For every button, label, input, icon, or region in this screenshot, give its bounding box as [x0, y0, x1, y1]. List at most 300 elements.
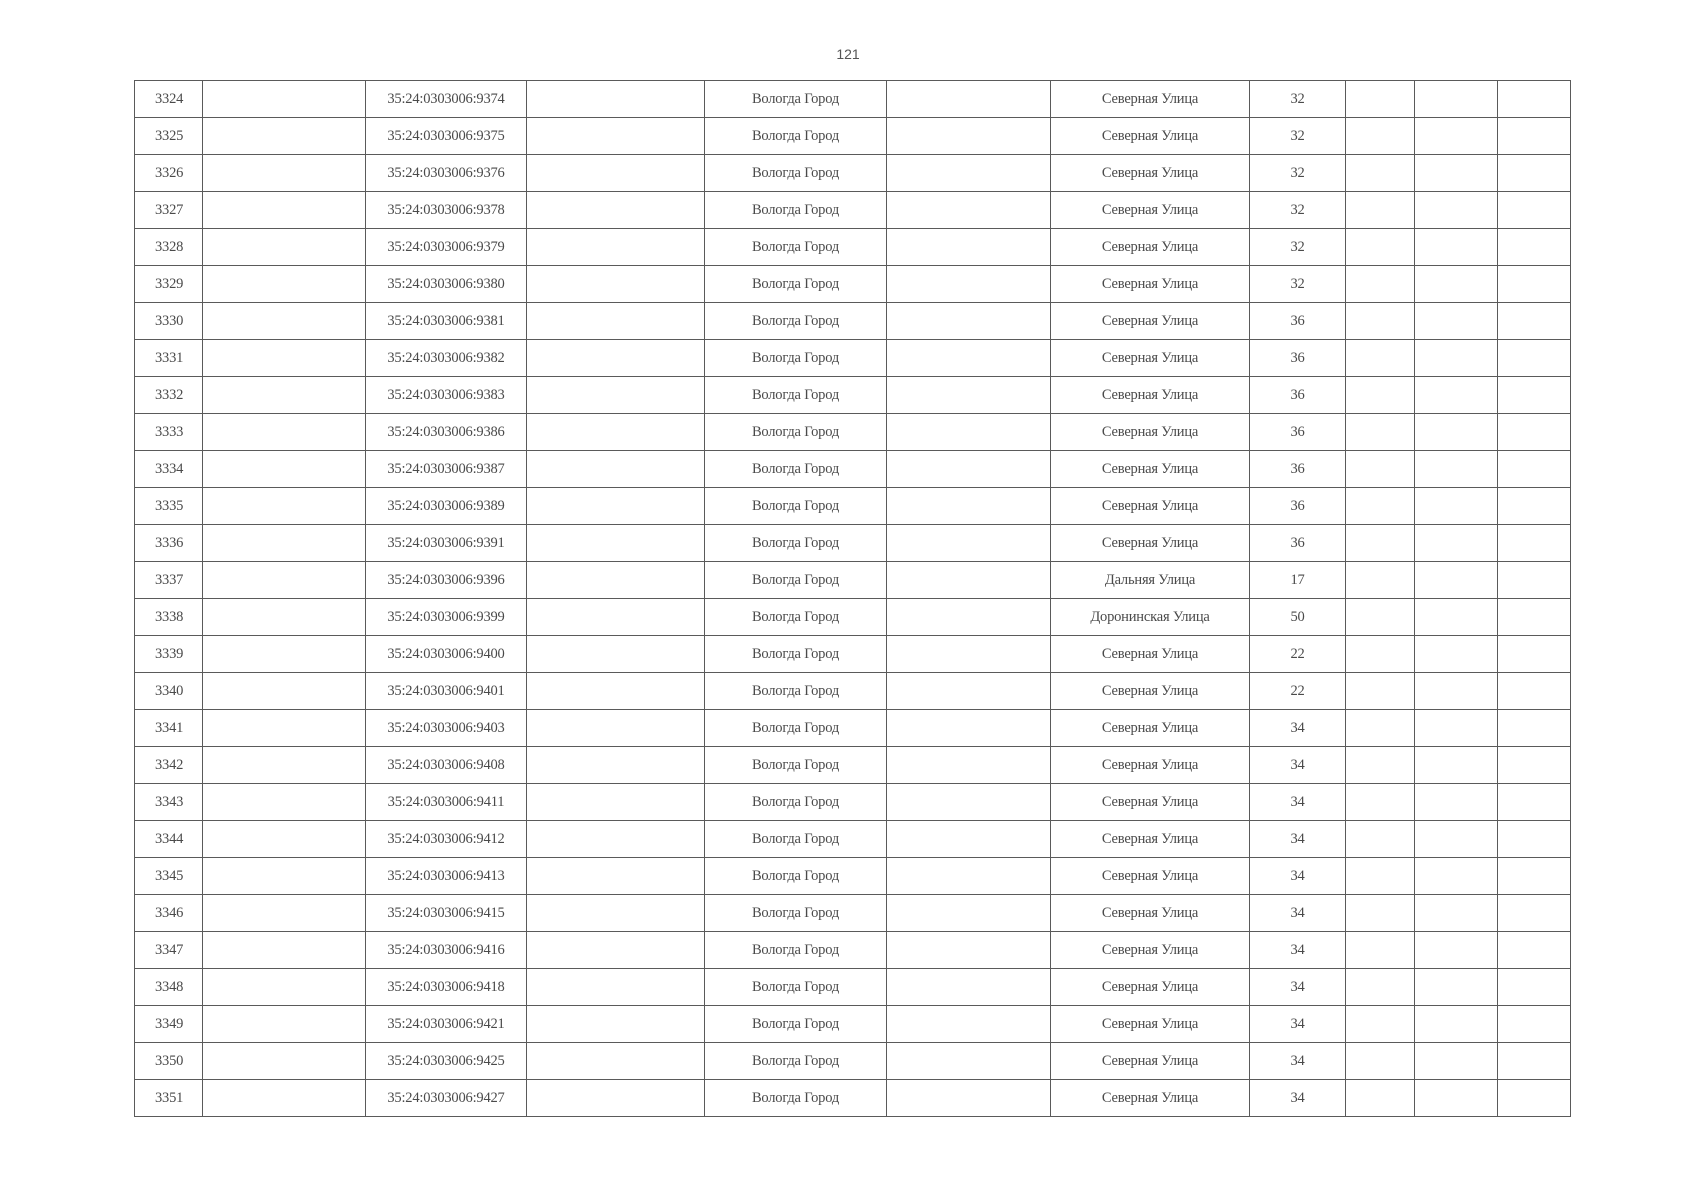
- cell-empty-col-9: [1346, 858, 1415, 895]
- cell-house-number: 34: [1250, 821, 1346, 858]
- table-row: [135, 377, 1571, 414]
- cell-row-number: 3327: [135, 192, 203, 229]
- table-row: [135, 229, 1571, 266]
- cell-empty-col-4: [527, 562, 705, 599]
- cell-row-number: 3332: [135, 377, 203, 414]
- cell-cadastral-number: 35:24:0303006:9400: [366, 636, 527, 673]
- cell-empty-col-10: [1415, 969, 1498, 1006]
- cell-cadastral-number: 35:24:0303006:9389: [366, 488, 527, 525]
- cell-city: Вологда Город: [705, 525, 887, 562]
- cell-cadastral-number: 35:24:0303006:9383: [366, 377, 527, 414]
- cell-house-number: 32: [1250, 155, 1346, 192]
- cell-street: Доронинская Улица: [1051, 599, 1250, 636]
- cell-empty-col-9: [1346, 340, 1415, 377]
- cell-empty-col-4: [527, 673, 705, 710]
- cell-street: Северная Улица: [1051, 821, 1250, 858]
- cell-empty-col-9: [1346, 451, 1415, 488]
- cell-cadastral-number: 35:24:0303006:9421: [366, 1006, 527, 1043]
- table-row: [135, 858, 1571, 895]
- cell-city: Вологда Город: [705, 451, 887, 488]
- cell-empty-col-11: [1498, 192, 1571, 229]
- cell-empty-col-4: [527, 895, 705, 932]
- cell-street: Северная Улица: [1051, 229, 1250, 266]
- table-body: [135, 81, 1571, 1117]
- cell-empty-col-9: [1346, 747, 1415, 784]
- cell-cadastral-number: 35:24:0303006:9382: [366, 340, 527, 377]
- cell-row-number: 3350: [135, 1043, 203, 1080]
- cell-empty-col-9: [1346, 488, 1415, 525]
- cell-street: Северная Улица: [1051, 673, 1250, 710]
- cell-empty-col-9: [1346, 414, 1415, 451]
- cell-empty-col-2: [203, 155, 366, 192]
- cell-cadastral-number: 35:24:0303006:9413: [366, 858, 527, 895]
- cell-empty-col-6: [887, 673, 1051, 710]
- cell-city: Вологда Город: [705, 377, 887, 414]
- cell-empty-col-11: [1498, 229, 1571, 266]
- cell-street: Северная Улица: [1051, 340, 1250, 377]
- cell-row-number: 3337: [135, 562, 203, 599]
- cell-empty-col-6: [887, 858, 1051, 895]
- cell-cadastral-number: 35:24:0303006:9386: [366, 414, 527, 451]
- cell-house-number: 36: [1250, 414, 1346, 451]
- cell-empty-col-4: [527, 1043, 705, 1080]
- cell-city: Вологда Город: [705, 858, 887, 895]
- cell-row-number: 3324: [135, 81, 203, 118]
- cell-city: Вологда Город: [705, 821, 887, 858]
- cell-empty-col-2: [203, 1043, 366, 1080]
- cell-empty-col-6: [887, 1006, 1051, 1043]
- cell-city: Вологда Город: [705, 229, 887, 266]
- cell-house-number: 36: [1250, 451, 1346, 488]
- cell-cadastral-number: 35:24:0303006:9425: [366, 1043, 527, 1080]
- cell-house-number: 34: [1250, 1080, 1346, 1117]
- table-row: [135, 266, 1571, 303]
- cell-row-number: 3351: [135, 1080, 203, 1117]
- cell-house-number: 34: [1250, 1043, 1346, 1080]
- cell-empty-col-9: [1346, 81, 1415, 118]
- cell-street: Северная Улица: [1051, 636, 1250, 673]
- cell-empty-col-6: [887, 414, 1051, 451]
- table-row: [135, 118, 1571, 155]
- cell-empty-col-2: [203, 562, 366, 599]
- cell-empty-col-10: [1415, 155, 1498, 192]
- cell-city: Вологда Город: [705, 599, 887, 636]
- cell-row-number: 3325: [135, 118, 203, 155]
- cell-empty-col-9: [1346, 1080, 1415, 1117]
- table-row: [135, 1006, 1571, 1043]
- cell-city: Вологда Город: [705, 1080, 887, 1117]
- cell-row-number: 3328: [135, 229, 203, 266]
- cell-house-number: 22: [1250, 673, 1346, 710]
- cell-empty-col-4: [527, 340, 705, 377]
- registry-table: [134, 80, 1571, 1117]
- cell-city: Вологда Город: [705, 562, 887, 599]
- table-row: [135, 895, 1571, 932]
- cell-empty-col-9: [1346, 155, 1415, 192]
- cell-empty-col-6: [887, 932, 1051, 969]
- cell-house-number: 32: [1250, 192, 1346, 229]
- cell-city: Вологда Город: [705, 1006, 887, 1043]
- table-row: [135, 451, 1571, 488]
- cell-empty-col-10: [1415, 414, 1498, 451]
- cell-house-number: 34: [1250, 710, 1346, 747]
- cell-cadastral-number: 35:24:0303006:9408: [366, 747, 527, 784]
- cell-street: Дальняя Улица: [1051, 562, 1250, 599]
- cell-empty-col-4: [527, 303, 705, 340]
- cell-street: Северная Улица: [1051, 192, 1250, 229]
- cell-empty-col-10: [1415, 636, 1498, 673]
- cell-empty-col-10: [1415, 1080, 1498, 1117]
- cell-city: Вологда Город: [705, 303, 887, 340]
- table-row: [135, 784, 1571, 821]
- cell-empty-col-11: [1498, 784, 1571, 821]
- cell-street: Северная Улица: [1051, 525, 1250, 562]
- table-row: [135, 747, 1571, 784]
- cell-empty-col-9: [1346, 969, 1415, 1006]
- cell-empty-col-11: [1498, 932, 1571, 969]
- cell-cadastral-number: 35:24:0303006:9411: [366, 784, 527, 821]
- cell-empty-col-6: [887, 969, 1051, 1006]
- cell-empty-col-10: [1415, 340, 1498, 377]
- cell-house-number: 22: [1250, 636, 1346, 673]
- cell-empty-col-4: [527, 932, 705, 969]
- table-row: [135, 562, 1571, 599]
- cell-empty-col-6: [887, 599, 1051, 636]
- cell-empty-col-6: [887, 451, 1051, 488]
- cell-house-number: 36: [1250, 377, 1346, 414]
- cell-house-number: 17: [1250, 562, 1346, 599]
- cell-street: Северная Улица: [1051, 1006, 1250, 1043]
- cell-street: Северная Улица: [1051, 266, 1250, 303]
- cell-empty-col-2: [203, 673, 366, 710]
- cell-row-number: 3345: [135, 858, 203, 895]
- cell-city: Вологда Город: [705, 414, 887, 451]
- cell-street: Северная Улица: [1051, 118, 1250, 155]
- cell-empty-col-11: [1498, 1043, 1571, 1080]
- cell-empty-col-4: [527, 821, 705, 858]
- cell-empty-col-11: [1498, 1080, 1571, 1117]
- cell-empty-col-4: [527, 636, 705, 673]
- cell-empty-col-2: [203, 118, 366, 155]
- cell-empty-col-6: [887, 1080, 1051, 1117]
- cell-street: Северная Улица: [1051, 747, 1250, 784]
- cell-empty-col-10: [1415, 192, 1498, 229]
- cell-cadastral-number: 35:24:0303006:9375: [366, 118, 527, 155]
- cell-empty-col-4: [527, 784, 705, 821]
- cell-empty-col-11: [1498, 562, 1571, 599]
- cell-house-number: 36: [1250, 303, 1346, 340]
- cell-cadastral-number: 35:24:0303006:9399: [366, 599, 527, 636]
- cell-empty-col-9: [1346, 784, 1415, 821]
- cell-empty-col-4: [527, 118, 705, 155]
- cell-empty-col-10: [1415, 451, 1498, 488]
- table-row: [135, 81, 1571, 118]
- cell-cadastral-number: 35:24:0303006:9418: [366, 969, 527, 1006]
- cell-empty-col-4: [527, 155, 705, 192]
- cell-empty-col-9: [1346, 525, 1415, 562]
- table-row: [135, 414, 1571, 451]
- cell-house-number: 34: [1250, 932, 1346, 969]
- table-row: [135, 340, 1571, 377]
- cell-cadastral-number: 35:24:0303006:9378: [366, 192, 527, 229]
- cell-house-number: 34: [1250, 747, 1346, 784]
- cell-empty-col-9: [1346, 118, 1415, 155]
- cell-empty-col-10: [1415, 895, 1498, 932]
- cell-empty-col-6: [887, 81, 1051, 118]
- cell-empty-col-9: [1346, 192, 1415, 229]
- cell-empty-col-2: [203, 1080, 366, 1117]
- cell-empty-col-4: [527, 377, 705, 414]
- cell-cadastral-number: 35:24:0303006:9374: [366, 81, 527, 118]
- cell-street: Северная Улица: [1051, 451, 1250, 488]
- cell-empty-col-11: [1498, 636, 1571, 673]
- cell-empty-col-6: [887, 784, 1051, 821]
- cell-empty-col-4: [527, 414, 705, 451]
- cell-street: Северная Улица: [1051, 932, 1250, 969]
- cell-empty-col-6: [887, 229, 1051, 266]
- cell-empty-col-11: [1498, 118, 1571, 155]
- cell-city: Вологда Город: [705, 340, 887, 377]
- cell-city: Вологда Город: [705, 192, 887, 229]
- cell-cadastral-number: 35:24:0303006:9376: [366, 155, 527, 192]
- cell-empty-col-6: [887, 747, 1051, 784]
- cell-empty-col-11: [1498, 747, 1571, 784]
- cell-house-number: 36: [1250, 340, 1346, 377]
- cell-empty-col-11: [1498, 414, 1571, 451]
- cell-empty-col-10: [1415, 266, 1498, 303]
- cell-cadastral-number: 35:24:0303006:9380: [366, 266, 527, 303]
- cell-house-number: 32: [1250, 266, 1346, 303]
- cell-empty-col-2: [203, 858, 366, 895]
- cell-house-number: 50: [1250, 599, 1346, 636]
- cell-empty-col-2: [203, 303, 366, 340]
- cell-cadastral-number: 35:24:0303006:9403: [366, 710, 527, 747]
- cell-cadastral-number: 35:24:0303006:9379: [366, 229, 527, 266]
- cell-empty-col-6: [887, 155, 1051, 192]
- cell-cadastral-number: 35:24:0303006:9416: [366, 932, 527, 969]
- cell-empty-col-10: [1415, 229, 1498, 266]
- cell-street: Северная Улица: [1051, 969, 1250, 1006]
- cell-city: Вологда Город: [705, 636, 887, 673]
- cell-empty-col-11: [1498, 377, 1571, 414]
- cell-empty-col-6: [887, 710, 1051, 747]
- cell-empty-col-11: [1498, 340, 1571, 377]
- cell-empty-col-2: [203, 81, 366, 118]
- cell-empty-col-11: [1498, 710, 1571, 747]
- cell-cadastral-number: 35:24:0303006:9387: [366, 451, 527, 488]
- cell-empty-col-9: [1346, 562, 1415, 599]
- cell-city: Вологда Город: [705, 784, 887, 821]
- cell-empty-col-2: [203, 340, 366, 377]
- table-row: [135, 599, 1571, 636]
- cell-street: Северная Улица: [1051, 784, 1250, 821]
- cell-empty-col-6: [887, 377, 1051, 414]
- table-row: [135, 673, 1571, 710]
- cell-empty-col-10: [1415, 784, 1498, 821]
- cell-street: Северная Улица: [1051, 81, 1250, 118]
- cell-row-number: 3343: [135, 784, 203, 821]
- cell-empty-col-4: [527, 192, 705, 229]
- cell-empty-col-11: [1498, 155, 1571, 192]
- cell-empty-col-4: [527, 525, 705, 562]
- cell-empty-col-6: [887, 192, 1051, 229]
- cell-city: Вологда Город: [705, 969, 887, 1006]
- cell-empty-col-11: [1498, 858, 1571, 895]
- cell-row-number: 3347: [135, 932, 203, 969]
- cell-empty-col-2: [203, 821, 366, 858]
- cell-empty-col-6: [887, 303, 1051, 340]
- cell-row-number: 3341: [135, 710, 203, 747]
- table-row: [135, 192, 1571, 229]
- cell-empty-col-4: [527, 1006, 705, 1043]
- table-row: [135, 155, 1571, 192]
- cell-empty-col-4: [527, 451, 705, 488]
- cell-empty-col-10: [1415, 932, 1498, 969]
- cell-empty-col-9: [1346, 303, 1415, 340]
- cell-empty-col-10: [1415, 858, 1498, 895]
- cell-street: Северная Улица: [1051, 377, 1250, 414]
- cell-empty-col-6: [887, 1043, 1051, 1080]
- cell-empty-col-2: [203, 932, 366, 969]
- cell-empty-col-10: [1415, 81, 1498, 118]
- cell-street: Северная Улица: [1051, 895, 1250, 932]
- cell-empty-col-6: [887, 488, 1051, 525]
- cell-empty-col-2: [203, 710, 366, 747]
- cell-empty-col-10: [1415, 821, 1498, 858]
- cell-empty-col-4: [527, 1080, 705, 1117]
- cell-empty-col-9: [1346, 932, 1415, 969]
- cell-row-number: 3330: [135, 303, 203, 340]
- cell-empty-col-11: [1498, 895, 1571, 932]
- cell-house-number: 36: [1250, 525, 1346, 562]
- cell-empty-col-9: [1346, 229, 1415, 266]
- table-row: [135, 488, 1571, 525]
- cell-row-number: 3333: [135, 414, 203, 451]
- cell-empty-col-9: [1346, 377, 1415, 414]
- table-row: [135, 821, 1571, 858]
- cell-empty-col-4: [527, 229, 705, 266]
- cell-house-number: 36: [1250, 488, 1346, 525]
- cell-empty-col-10: [1415, 1043, 1498, 1080]
- cell-street: Северная Улица: [1051, 858, 1250, 895]
- cell-empty-col-6: [887, 821, 1051, 858]
- cell-empty-col-2: [203, 895, 366, 932]
- cell-street: Северная Улица: [1051, 155, 1250, 192]
- cell-empty-col-10: [1415, 525, 1498, 562]
- cell-empty-col-11: [1498, 1006, 1571, 1043]
- cell-empty-col-6: [887, 266, 1051, 303]
- cell-city: Вологда Город: [705, 266, 887, 303]
- cell-street: Северная Улица: [1051, 1043, 1250, 1080]
- cell-empty-col-10: [1415, 673, 1498, 710]
- cell-house-number: 34: [1250, 858, 1346, 895]
- cell-cadastral-number: 35:24:0303006:9412: [366, 821, 527, 858]
- cell-row-number: 3349: [135, 1006, 203, 1043]
- cell-empty-col-2: [203, 266, 366, 303]
- cell-empty-col-9: [1346, 710, 1415, 747]
- cell-city: Вологда Город: [705, 118, 887, 155]
- cell-city: Вологда Город: [705, 155, 887, 192]
- cell-empty-col-10: [1415, 118, 1498, 155]
- cell-empty-col-9: [1346, 673, 1415, 710]
- cell-city: Вологда Город: [705, 747, 887, 784]
- cell-cadastral-number: 35:24:0303006:9396: [366, 562, 527, 599]
- cell-row-number: 3331: [135, 340, 203, 377]
- cell-house-number: 32: [1250, 229, 1346, 266]
- cell-cadastral-number: 35:24:0303006:9391: [366, 525, 527, 562]
- cell-empty-col-6: [887, 340, 1051, 377]
- cell-empty-col-11: [1498, 525, 1571, 562]
- cell-empty-col-2: [203, 192, 366, 229]
- cell-empty-col-6: [887, 118, 1051, 155]
- cell-row-number: 3342: [135, 747, 203, 784]
- cell-empty-col-9: [1346, 1006, 1415, 1043]
- cell-empty-col-4: [527, 747, 705, 784]
- cell-empty-col-11: [1498, 303, 1571, 340]
- cell-empty-col-10: [1415, 747, 1498, 784]
- table-row: [135, 636, 1571, 673]
- cell-empty-col-2: [203, 414, 366, 451]
- cell-row-number: 3339: [135, 636, 203, 673]
- cell-empty-col-10: [1415, 562, 1498, 599]
- cell-house-number: 32: [1250, 118, 1346, 155]
- cell-empty-col-10: [1415, 710, 1498, 747]
- cell-empty-col-2: [203, 1006, 366, 1043]
- cell-empty-col-11: [1498, 451, 1571, 488]
- cell-empty-col-10: [1415, 377, 1498, 414]
- cell-empty-col-9: [1346, 821, 1415, 858]
- cell-row-number: 3340: [135, 673, 203, 710]
- cell-empty-col-2: [203, 525, 366, 562]
- cell-house-number: 34: [1250, 969, 1346, 1006]
- cell-house-number: 32: [1250, 81, 1346, 118]
- cell-house-number: 34: [1250, 1006, 1346, 1043]
- cell-empty-col-2: [203, 599, 366, 636]
- cell-empty-col-2: [203, 488, 366, 525]
- cell-row-number: 3346: [135, 895, 203, 932]
- cell-empty-col-10: [1415, 488, 1498, 525]
- cell-street: Северная Улица: [1051, 414, 1250, 451]
- cell-city: Вологда Город: [705, 1043, 887, 1080]
- cell-row-number: 3335: [135, 488, 203, 525]
- cell-empty-col-2: [203, 636, 366, 673]
- cell-city: Вологда Город: [705, 710, 887, 747]
- cell-cadastral-number: 35:24:0303006:9381: [366, 303, 527, 340]
- cell-row-number: 3348: [135, 969, 203, 1006]
- cell-empty-col-9: [1346, 599, 1415, 636]
- cell-city: Вологда Город: [705, 895, 887, 932]
- cell-empty-col-11: [1498, 599, 1571, 636]
- cell-empty-col-9: [1346, 895, 1415, 932]
- cell-empty-col-6: [887, 562, 1051, 599]
- cell-street: Северная Улица: [1051, 1080, 1250, 1117]
- cell-empty-col-4: [527, 710, 705, 747]
- cell-city: Вологда Город: [705, 488, 887, 525]
- cell-empty-col-10: [1415, 599, 1498, 636]
- cell-empty-col-2: [203, 377, 366, 414]
- cell-row-number: 3334: [135, 451, 203, 488]
- cell-empty-col-10: [1415, 1006, 1498, 1043]
- cell-empty-col-9: [1346, 636, 1415, 673]
- table-row: [135, 969, 1571, 1006]
- cell-empty-col-4: [527, 858, 705, 895]
- cell-city: Вологда Город: [705, 932, 887, 969]
- table-row: [135, 1080, 1571, 1117]
- cell-empty-col-2: [203, 784, 366, 821]
- cell-empty-col-2: [203, 451, 366, 488]
- cell-empty-col-2: [203, 229, 366, 266]
- cell-empty-col-11: [1498, 81, 1571, 118]
